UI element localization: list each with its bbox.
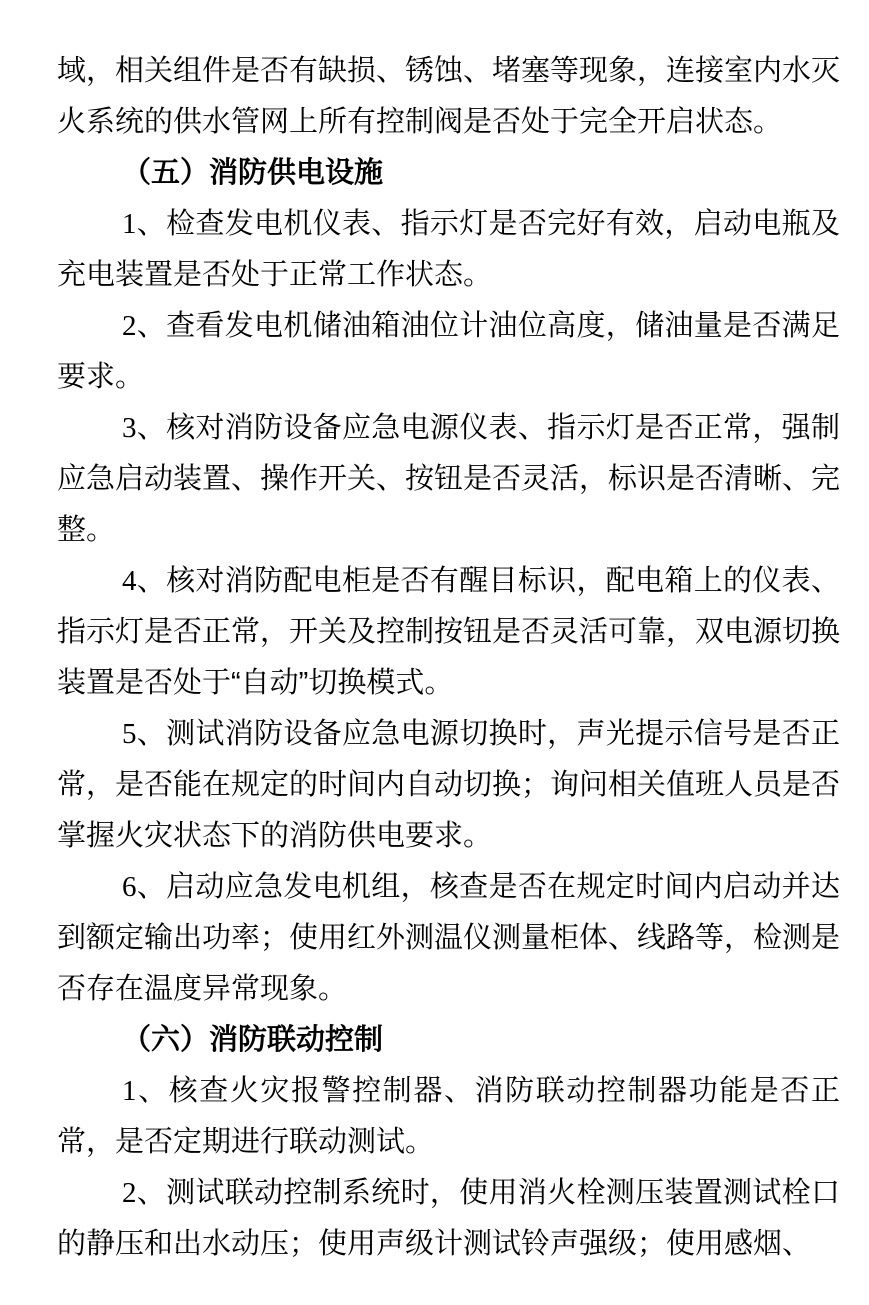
item-text: 核对消防配电柜是否有醒目标识，配电箱上的仪表、指示灯是否正常，开关及控制按钮是否灵活可靠，双电源切换装置是否处于“自动”切换模式。 xyxy=(57,565,841,699)
item-delimiter: 、 xyxy=(136,1177,167,1209)
item-number: 2 xyxy=(122,1177,137,1209)
item-text: 核查火灾报警控制器、消防联动控制器功能是否正常，是否定期进行联动测试。 xyxy=(57,1075,840,1158)
item-delimiter: 、 xyxy=(136,718,167,750)
item-delimiter: 、 xyxy=(136,1075,169,1107)
list-item-5-3 xyxy=(57,403,840,556)
section-heading-six: （六）消防联动控制 xyxy=(122,1024,384,1056)
section-heading-five: （五）消防供电设施 xyxy=(122,157,384,189)
item-number: 1 xyxy=(122,1075,137,1107)
item-text: 测试消防设备应急电源切换时，声光提示信号是否正常，是否能在规定的时间内自动切换；询问相关值班人员是否掌握火灾状态下的消防供电要求。 xyxy=(57,718,841,852)
item-text: 查看发电机储油箱油位计油位高度，储油量是否满足要求。 xyxy=(57,310,840,393)
item-text: 启动应急发电机组，核查是否在规定时间内启动并达到额定输出功率；使用红外测温仪测量柜体、线路等，检测是否存在温度异常现象。 xyxy=(57,871,841,1005)
item-delimiter: 、 xyxy=(136,871,167,903)
item-delimiter: 、 xyxy=(136,565,167,597)
item-text: 检查发电机仪表、指示灯是否完好有效，启动电瓶及充电装置是否处于正常工作状态。 xyxy=(57,208,840,291)
item-number: 6 xyxy=(122,871,137,903)
list-item-5-6 xyxy=(57,862,840,1015)
list-item-5-1 xyxy=(57,199,840,301)
list-item-5-4 xyxy=(57,556,840,709)
item-text: 核对消防设备应急电源仪表、指示灯是否正常，强制应急启动装置、操作开关、按钮是否灵活，标识是否清晰、完整。 xyxy=(57,412,841,546)
item-delimiter: 、 xyxy=(136,310,167,342)
item-number: 2 xyxy=(122,310,137,342)
item-number: 3 xyxy=(122,412,137,444)
list-item-6-2 xyxy=(57,1168,840,1270)
item-delimiter: 、 xyxy=(136,412,167,444)
item-delimiter: 、 xyxy=(136,208,167,240)
item-number: 4 xyxy=(122,565,137,597)
list-item-5-2 xyxy=(57,301,840,403)
item-number: 1 xyxy=(122,208,137,240)
item-number: 5 xyxy=(122,718,137,750)
item-text: 测试联动控制系统时，使用消火栓测压装置测试栓口的静压和出水动压；使用声级计测试铃声强级；使用感烟、 xyxy=(57,1177,840,1260)
paragraph-continuation: 域，相关组件是否有缺损、锈蚀、堵塞等现象，连接室内水灭火系统的供水管网上所有控制阀是否处于完全开启状态。 xyxy=(57,55,841,138)
list-item-5-5 xyxy=(57,709,840,862)
list-item-6-1 xyxy=(57,1066,840,1168)
